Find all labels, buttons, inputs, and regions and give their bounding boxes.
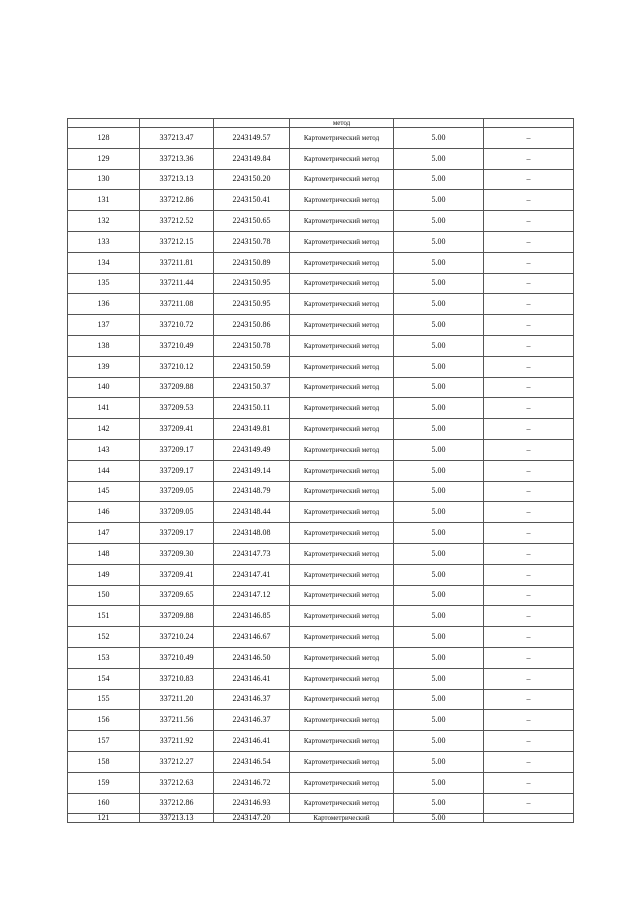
cell-method: Картометрический метод — [290, 731, 394, 752]
cell-y: 2243150.95 — [214, 273, 290, 294]
cell-accuracy: 5.00 — [394, 772, 484, 793]
cell-accuracy: 5.00 — [394, 211, 484, 232]
cell-x: 337212.86 — [140, 793, 214, 814]
table-row — [68, 606, 574, 627]
coordinates-table — [67, 118, 574, 823]
cell-method: Картометрический метод — [290, 335, 394, 356]
cell-method: Картометрический метод — [290, 668, 394, 689]
table-row — [68, 502, 574, 523]
cell-accuracy: 5.00 — [394, 606, 484, 627]
table-row — [68, 460, 574, 481]
cell-number: 150 — [68, 585, 140, 606]
cell-note: – — [484, 231, 574, 252]
cell-y: 2243149.81 — [214, 419, 290, 440]
cell-note: – — [484, 315, 574, 336]
cell-x — [140, 119, 214, 128]
table-row — [68, 231, 574, 252]
cell-x: 337210.12 — [140, 356, 214, 377]
cell-method: Картометрический метод — [290, 128, 394, 149]
table-row — [68, 294, 574, 315]
cell-accuracy: 5.00 — [394, 793, 484, 814]
table-row — [68, 398, 574, 419]
coordinates-table-body — [68, 119, 574, 823]
cell-method: Картометрический метод — [290, 585, 394, 606]
cell-accuracy: 5.00 — [394, 315, 484, 336]
table-row — [68, 252, 574, 273]
cell-method: Картометрический метод — [290, 689, 394, 710]
table-row — [68, 356, 574, 377]
cell-y: 2243150.89 — [214, 252, 290, 273]
cell-x: 337211.08 — [140, 294, 214, 315]
cell-note: – — [484, 523, 574, 544]
cell-y — [214, 119, 290, 128]
cell-note: – — [484, 398, 574, 419]
cell-method: Картометрический метод — [290, 169, 394, 190]
cell-y: 2243150.59 — [214, 356, 290, 377]
cell-accuracy: 5.00 — [394, 751, 484, 772]
cell-method: Картометрический метод — [290, 564, 394, 585]
table-row — [68, 772, 574, 793]
cell-x: 337209.05 — [140, 502, 214, 523]
cell-method: Картометрический метод — [290, 419, 394, 440]
cell-method: Картометрический метод — [290, 439, 394, 460]
cell-accuracy: 5.00 — [394, 731, 484, 752]
cell-number: 121 — [68, 814, 140, 823]
cell-x: 337209.88 — [140, 377, 214, 398]
cell-accuracy: 5.00 — [394, 398, 484, 419]
cell-method: Картометрический метод — [290, 252, 394, 273]
cell-accuracy: 5.00 — [394, 710, 484, 731]
cell-note: – — [484, 606, 574, 627]
cell-number: 147 — [68, 523, 140, 544]
cell-y: 2243150.20 — [214, 169, 290, 190]
cell-x: 337210.24 — [140, 627, 214, 648]
table-row — [68, 481, 574, 502]
cell-note: – — [484, 252, 574, 273]
cell-y: 2243147.20 — [214, 814, 290, 823]
table-row — [68, 647, 574, 668]
cell-x: 337212.86 — [140, 190, 214, 211]
cell-note: – — [484, 294, 574, 315]
cell-note: – — [484, 793, 574, 814]
cell-note: – — [484, 731, 574, 752]
cell-y: 2243150.65 — [214, 211, 290, 232]
cell-note: – — [484, 190, 574, 211]
table-row-fragment-bottom — [68, 814, 574, 823]
cell-method: Картометрический метод — [290, 627, 394, 648]
table-row — [68, 543, 574, 564]
cell-note: – — [484, 169, 574, 190]
table-row — [68, 273, 574, 294]
cell-method: Картометрический метод — [290, 148, 394, 169]
cell-y: 2243150.37 — [214, 377, 290, 398]
cell-number: 129 — [68, 148, 140, 169]
cell-method: Картометрический метод — [290, 211, 394, 232]
cell-note — [484, 814, 574, 823]
cell-accuracy: 5.00 — [394, 128, 484, 149]
cell-method: Картометрический метод — [290, 398, 394, 419]
cell-x: 337212.27 — [140, 751, 214, 772]
cell-note: – — [484, 689, 574, 710]
cell-y: 2243150.86 — [214, 315, 290, 336]
cell-accuracy: 5.00 — [394, 169, 484, 190]
cell-x: 337211.20 — [140, 689, 214, 710]
cell-x: 337209.17 — [140, 439, 214, 460]
cell-note: – — [484, 377, 574, 398]
cell-accuracy: 5.00 — [394, 377, 484, 398]
cell-x: 337213.47 — [140, 128, 214, 149]
cell-number: 156 — [68, 710, 140, 731]
cell-accuracy: 5.00 — [394, 814, 484, 823]
cell-y: 2243149.57 — [214, 128, 290, 149]
cell-accuracy: 5.00 — [394, 523, 484, 544]
cell-accuracy: 5.00 — [394, 668, 484, 689]
cell-number: 136 — [68, 294, 140, 315]
cell-note — [484, 119, 574, 128]
cell-method: метод — [290, 119, 394, 128]
cell-note: – — [484, 335, 574, 356]
cell-y: 2243146.37 — [214, 689, 290, 710]
cell-y: 2243147.41 — [214, 564, 290, 585]
cell-note: – — [484, 419, 574, 440]
cell-method: Картометрический метод — [290, 190, 394, 211]
cell-note: – — [484, 627, 574, 648]
cell-y: 2243149.49 — [214, 439, 290, 460]
cell-y: 2243147.73 — [214, 543, 290, 564]
table-row — [68, 564, 574, 585]
table-row — [68, 439, 574, 460]
cell-note: – — [484, 439, 574, 460]
cell-y: 2243150.41 — [214, 190, 290, 211]
cell-x: 337213.13 — [140, 814, 214, 823]
cell-number: 140 — [68, 377, 140, 398]
table-row — [68, 585, 574, 606]
cell-note: – — [484, 751, 574, 772]
cell-note: – — [484, 128, 574, 149]
cell-accuracy: 5.00 — [394, 460, 484, 481]
cell-x: 337210.49 — [140, 647, 214, 668]
cell-accuracy: 5.00 — [394, 252, 484, 273]
cell-number: 144 — [68, 460, 140, 481]
cell-number: 141 — [68, 398, 140, 419]
cell-y: 2243146.54 — [214, 751, 290, 772]
cell-y: 2243146.85 — [214, 606, 290, 627]
cell-method: Картометрический метод — [290, 377, 394, 398]
cell-note: – — [484, 502, 574, 523]
cell-number: 143 — [68, 439, 140, 460]
cell-y: 2243150.78 — [214, 335, 290, 356]
cell-x: 337213.13 — [140, 169, 214, 190]
cell-number: 146 — [68, 502, 140, 523]
cell-number: 160 — [68, 793, 140, 814]
cell-x: 337209.65 — [140, 585, 214, 606]
cell-note: – — [484, 772, 574, 793]
cell-note: – — [484, 710, 574, 731]
table-row — [68, 793, 574, 814]
table-row — [68, 627, 574, 648]
table-row — [68, 668, 574, 689]
cell-number: 152 — [68, 627, 140, 648]
cell-y: 2243148.44 — [214, 502, 290, 523]
cell-x: 337209.30 — [140, 543, 214, 564]
cell-accuracy: 5.00 — [394, 647, 484, 668]
cell-note: – — [484, 585, 574, 606]
cell-y: 2243150.95 — [214, 294, 290, 315]
cell-x: 337210.72 — [140, 315, 214, 336]
cell-note: – — [484, 148, 574, 169]
cell-note: – — [484, 273, 574, 294]
cell-accuracy: 5.00 — [394, 543, 484, 564]
cell-x: 337210.83 — [140, 668, 214, 689]
cell-note: – — [484, 668, 574, 689]
cell-y: 2243146.50 — [214, 647, 290, 668]
table-row — [68, 128, 574, 149]
cell-y: 2243146.41 — [214, 668, 290, 689]
cell-method: Картометрический метод — [290, 231, 394, 252]
cell-number: 158 — [68, 751, 140, 772]
cell-number: 148 — [68, 543, 140, 564]
cell-number: 155 — [68, 689, 140, 710]
cell-x: 337211.92 — [140, 731, 214, 752]
cell-accuracy: 5.00 — [394, 190, 484, 211]
cell-x: 337209.05 — [140, 481, 214, 502]
cell-accuracy: 5.00 — [394, 585, 484, 606]
cell-note: – — [484, 211, 574, 232]
cell-x: 337212.52 — [140, 211, 214, 232]
cell-method: Картометрический метод — [290, 273, 394, 294]
cell-y: 2243148.08 — [214, 523, 290, 544]
cell-x: 337209.17 — [140, 523, 214, 544]
table-row — [68, 335, 574, 356]
cell-number: 142 — [68, 419, 140, 440]
table-row — [68, 751, 574, 772]
cell-x: 337212.63 — [140, 772, 214, 793]
table-row — [68, 419, 574, 440]
cell-number: 138 — [68, 335, 140, 356]
table-row-fragment-top — [68, 119, 574, 128]
cell-x: 337209.41 — [140, 419, 214, 440]
table-row — [68, 377, 574, 398]
cell-number: 130 — [68, 169, 140, 190]
cell-y: 2243149.14 — [214, 460, 290, 481]
cell-y: 2243147.12 — [214, 585, 290, 606]
cell-accuracy: 5.00 — [394, 481, 484, 502]
cell-method: Картометрический метод — [290, 294, 394, 315]
cell-y: 2243150.78 — [214, 231, 290, 252]
cell-x: 337209.17 — [140, 460, 214, 481]
cell-accuracy: 5.00 — [394, 627, 484, 648]
cell-method: Картометрический метод — [290, 356, 394, 377]
cell-x: 337209.88 — [140, 606, 214, 627]
cell-accuracy: 5.00 — [394, 419, 484, 440]
cell-y: 2243150.11 — [214, 398, 290, 419]
cell-number: 145 — [68, 481, 140, 502]
cell-x: 337210.49 — [140, 335, 214, 356]
cell-number: 137 — [68, 315, 140, 336]
cell-method: Картометрический метод — [290, 523, 394, 544]
cell-number: 151 — [68, 606, 140, 627]
cell-y: 2243149.84 — [214, 148, 290, 169]
cell-method: Картометрический метод — [290, 772, 394, 793]
table-row — [68, 190, 574, 211]
cell-note: – — [484, 481, 574, 502]
cell-y: 2243146.37 — [214, 710, 290, 731]
cell-number: 159 — [68, 772, 140, 793]
cell-accuracy: 5.00 — [394, 564, 484, 585]
cell-number — [68, 119, 140, 128]
cell-accuracy — [394, 119, 484, 128]
cell-accuracy: 5.00 — [394, 356, 484, 377]
cell-number: 149 — [68, 564, 140, 585]
cell-x: 337211.81 — [140, 252, 214, 273]
cell-note: – — [484, 460, 574, 481]
cell-number: 154 — [68, 668, 140, 689]
cell-method: Картометрический метод — [290, 481, 394, 502]
cell-method: Картометрический метод — [290, 543, 394, 564]
cell-number: 132 — [68, 211, 140, 232]
cell-y: 2243148.79 — [214, 481, 290, 502]
cell-number: 135 — [68, 273, 140, 294]
cell-number: 128 — [68, 128, 140, 149]
cell-number: 139 — [68, 356, 140, 377]
cell-accuracy: 5.00 — [394, 689, 484, 710]
cell-method: Картометрический метод — [290, 315, 394, 336]
cell-y: 2243146.72 — [214, 772, 290, 793]
cell-y: 2243146.93 — [214, 793, 290, 814]
cell-number: 153 — [68, 647, 140, 668]
table-row — [68, 211, 574, 232]
table-row — [68, 315, 574, 336]
cell-y: 2243146.67 — [214, 627, 290, 648]
cell-note: – — [484, 647, 574, 668]
cell-accuracy: 5.00 — [394, 502, 484, 523]
cell-accuracy: 5.00 — [394, 439, 484, 460]
table-row — [68, 689, 574, 710]
cell-x: 337209.53 — [140, 398, 214, 419]
table-row — [68, 523, 574, 544]
cell-note: – — [484, 356, 574, 377]
cell-x: 337211.44 — [140, 273, 214, 294]
table-row — [68, 710, 574, 731]
cell-x: 337213.36 — [140, 148, 214, 169]
cell-x: 337211.56 — [140, 710, 214, 731]
cell-number: 131 — [68, 190, 140, 211]
cell-method: Картометрический метод — [290, 793, 394, 814]
table-row — [68, 148, 574, 169]
cell-note: – — [484, 543, 574, 564]
cell-number: 157 — [68, 731, 140, 752]
cell-method: Картометрический метод — [290, 647, 394, 668]
cell-accuracy: 5.00 — [394, 231, 484, 252]
cell-method: Картометрический метод — [290, 710, 394, 731]
cell-method: Картометрический метод — [290, 460, 394, 481]
cell-y: 2243146.41 — [214, 731, 290, 752]
cell-accuracy: 5.00 — [394, 148, 484, 169]
cell-method: Картометрический метод — [290, 751, 394, 772]
cell-number: 134 — [68, 252, 140, 273]
table-row — [68, 731, 574, 752]
cell-number: 133 — [68, 231, 140, 252]
cell-x: 337212.15 — [140, 231, 214, 252]
cell-note: – — [484, 564, 574, 585]
table-row — [68, 169, 574, 190]
cell-accuracy: 5.00 — [394, 273, 484, 294]
cell-x: 337209.41 — [140, 564, 214, 585]
cell-accuracy: 5.00 — [394, 294, 484, 315]
cell-accuracy: 5.00 — [394, 335, 484, 356]
cell-method: Картометрический метод — [290, 502, 394, 523]
cell-method: Картометрический метод — [290, 606, 394, 627]
cell-method: Картометрический — [290, 814, 394, 823]
